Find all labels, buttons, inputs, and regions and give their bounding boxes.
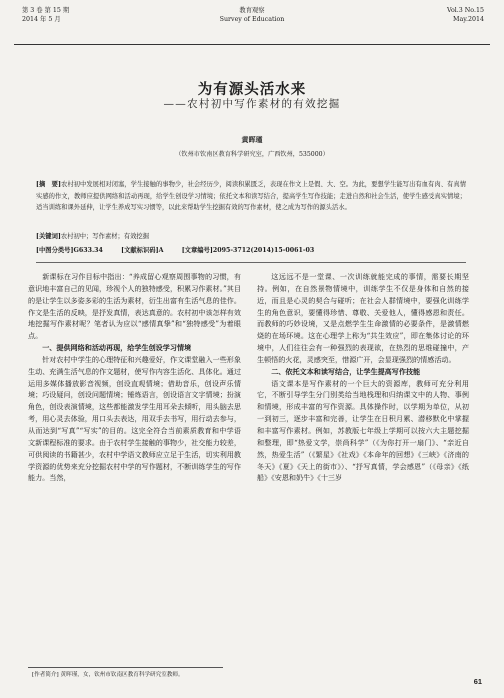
issue-date-en: May.2014 xyxy=(453,16,484,23)
journal-name-en: Survey of Education xyxy=(219,16,285,23)
issue-date: 2014 年 5 月 xyxy=(22,16,61,23)
doc-code-label: [文献标识码] xyxy=(121,247,159,254)
page-number: 61 xyxy=(473,677,482,686)
article-subtitle: ——农村初中写作素材的有效挖掘 xyxy=(163,98,341,110)
keywords-text: 农村初中；写作素材；有效挖掘 xyxy=(60,233,150,240)
body-paragraph: 新课标在习作目标中指出：“养成留心观察周围事物的习惯，有意识地丰富自己的见闻，珍视个人的独特感受，积累习作素材。”其目的是让学生以多姿多彩的生活为素材，衍生出富有生活气息的佳作。作文是生活的反映，是抒发真情，表达真意的。农村初中该怎样有效地挖掘写作素材呢？笔者认为应以“感情真挚”和“独特感受”为着眼点。 xyxy=(28,272,241,341)
section-heading: 一、提供网络和活动再现，给学生创设学习情境 xyxy=(42,343,192,353)
keywords xyxy=(36,231,466,240)
classification-line xyxy=(36,245,466,254)
author-footnote: [作者简介] 黄晖瑾，女，钦州市钦南区教育科学研究室教师。 xyxy=(32,672,184,678)
abstract-label: [摘 要] xyxy=(36,181,61,188)
journal-name xyxy=(14,6,490,24)
article-number-field xyxy=(182,245,315,254)
left-column xyxy=(28,271,241,484)
article-title: 为有源头活水来 xyxy=(197,81,307,98)
doc-code-field xyxy=(121,245,163,254)
running-header xyxy=(14,6,490,34)
author-affiliation: （钦州市钦南区教育科学研究室，广西钦州，535000） xyxy=(175,151,329,158)
abstract xyxy=(36,179,466,214)
article-number-label: [文章编号] xyxy=(181,247,213,254)
header-divider xyxy=(14,44,490,45)
keywords-label: [关键词] xyxy=(36,233,61,240)
clc-label: [中图分类号] xyxy=(36,247,74,254)
volume-issue-en: Vol.3 No.15 xyxy=(447,7,484,14)
clc-value: G633.34 xyxy=(73,247,103,254)
journal-issue-info-en xyxy=(447,6,484,24)
body-paragraph: 针对农村中学生的心理特征和兴趣爱好，作文课堂融入一些形象生动、充满生活气息的作文题材，使写作内容生活化、具体化。通过运用多媒体播放影音视频，创设直观情境；借助音乐，创设声乐情境；巧设疑问，创设问题情境；锤炼语言，创设语言文字情境；扮演角色，创设表演情境，这些都能激发学生用耳朵去倾听，用头脑去思考，用心灵去体验，用口头去表达，用双手去书写，用行动去参与，从而达到“写真”“写实”的目的。这完全符合当前素质教育和中学语文新课程标准的要求。由于农村学生接触的事物少，社交能力较差，可供阅读的书籍甚少，农村中学语文教师应立足于生活，切实利用教学资源的优势来充分挖掘农村中学的写作题材，不断训练学生的写作能力。当然， xyxy=(28,354,241,483)
author-name: 黄晖瑾 xyxy=(241,135,263,144)
clc-field xyxy=(36,245,103,254)
right-column xyxy=(257,271,469,484)
body-paragraph: 语文课本是写作素材的一个巨大的资源库，教师可充分利用它，不断引导学生分门别类给当地栈理和归纳课文中的人物、事例和情境，形成丰富的写作资源。具体操作时，以学期为单位，从初一到初三，逐步丰富和完善，让学生在日积月累、潜移默化中掌握和丰富写作素材。例如，苏教版七年级上学期可以按六大主题挖掘和整理，即“热爱文学，崇尚科学”（《为你打开一扇门》、“亲近自然，热爱生活”（《繁星》《社戏》《本命年的回想》《三峡》《济南的冬天》《夏》《天上的街市》）、“抒写真情，学会感恩”（《母亲》《纸船》《安恩和奶牛》《十三岁 xyxy=(257,378,469,483)
journal-name-cn: 教育观察 xyxy=(239,7,265,14)
abstract-divider xyxy=(36,262,466,263)
doc-code-value: A xyxy=(158,247,164,254)
article-number-value: 2095-3712(2014)15-0061-03 xyxy=(212,247,315,254)
volume-issue: 第 3 卷 第 15 期 xyxy=(22,7,70,14)
footnote-divider xyxy=(28,667,223,668)
section-heading: 二、依托文本和读写结合，让学生提高写作技能 xyxy=(271,366,421,376)
abstract-text: 农村初中发展相对闭塞，学生接触的事物少，社会经历少，阅读积累匮乏，表现在作文上是假、大、空。为此，要想学生能写出有血有肉、有真情实感的作文，教师应提供网络和活动再现，给学生创设学习情境；依托文本和读写结合，提高学生写作技能；走进自然和社会生活，使学生感受真实情境；适当训练和课外延伸，让学生养成写实习惯等，以此来帮助学生挖掘有效的写作素材，使之成为写作的源头活水。 xyxy=(36,181,466,212)
body-paragraph: 这远远不是一堂课、一次训练就能完成的事情，需要长期坚持。例如，在自然景物情境中，训练学生不仅是身体和自然的接近，而且是心灵的契合与碰听；在社会人群情境中，要强化训练学生的角色意识，要懂得珍惜、尊敬、关爱他人，懂得感恩和责任。而教师的巧妙设境，又是点燃学生生命激情的必要条件，是激情燃烧的在场环境。这在心理学上称为“共生效应”，即在集体讨论的环境中，人们往往会有一种强烈的表现欲，在热烈的思维碰撞中，产生顿悟的火花，灵感突至，惜源广开，会显现强烈的情感活动。 xyxy=(257,272,469,364)
